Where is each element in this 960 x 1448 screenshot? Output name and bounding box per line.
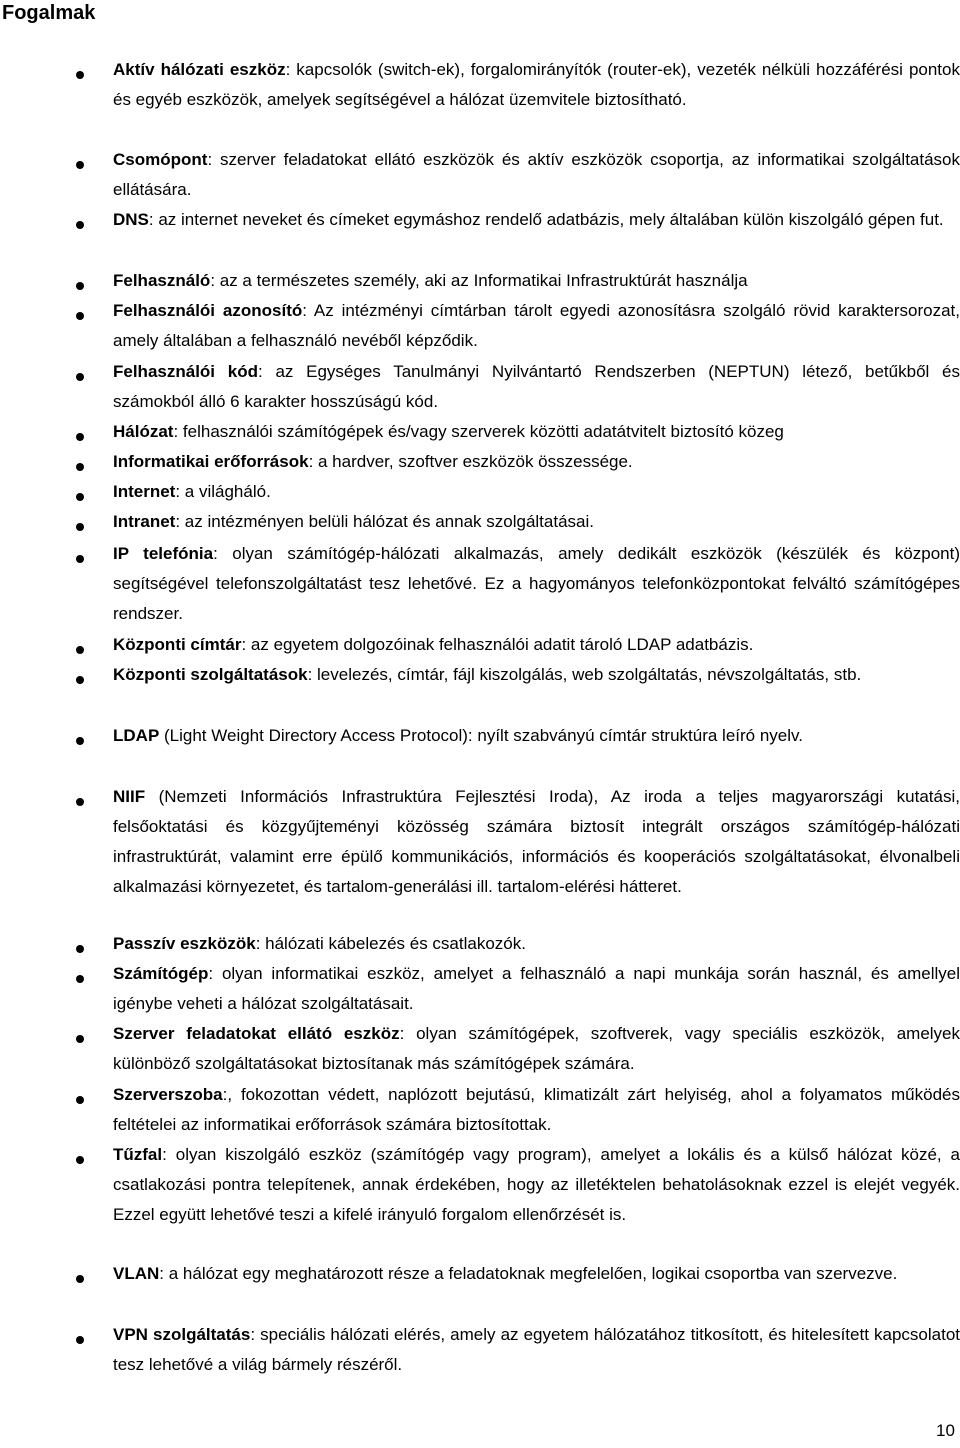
bullet-icon: [76, 798, 84, 806]
glossary-definition: : az intézményen belüli hálózat és annak szolgáltatásai.: [175, 512, 594, 531]
bullet-icon: [76, 373, 84, 381]
glossary-entry-text: [113, 1320, 960, 1380]
glossary-term: Felhasználói kód: [113, 362, 258, 381]
glossary-term: Szerver feladatokat ellátó eszköz: [113, 1024, 400, 1043]
glossary-term: VPN szolgáltatás: [113, 1325, 251, 1344]
glossary-entry-text: [113, 959, 960, 1019]
glossary-entry-text: [113, 1259, 960, 1289]
bullet-icon: [76, 1275, 84, 1283]
glossary-entry-text: [113, 266, 960, 296]
glossary-entry-text: [113, 660, 960, 690]
glossary-definition: : szerver feladatokat ellátó eszközök és aktív eszközök csoportja, az informatikai szolgáltatások ellátására.: [113, 150, 960, 199]
bullet-icon: [76, 493, 84, 501]
bullet-icon: [76, 737, 84, 745]
glossary-definition: : levelezés, címtár, fájl kiszolgálás, web szolgáltatás, névszolgáltatás, stb.: [307, 665, 862, 684]
bullet-icon: [76, 433, 84, 441]
glossary-entry-text: [113, 630, 960, 660]
glossary-entry-text: [113, 296, 960, 356]
glossary-term: LDAP: [113, 726, 160, 745]
glossary-definition: : speciális hálózati elérés, amely az egyetem hálózatához titkosított, és hitelesített kapcsolatot tesz lehetővé a világ bármely részéről.: [113, 1325, 960, 1374]
glossary-definition: : Az intézményi címtárban tárolt egyedi azonosításra szolgáló rövid karaktersorozat, amely általában a felhasználó nevéből képződik.: [113, 301, 960, 350]
glossary-entry-text: [113, 55, 960, 115]
bullet-icon: [76, 945, 84, 953]
bullet-icon: [76, 555, 84, 563]
glossary-entry-text: [113, 1140, 960, 1230]
glossary-definition: : az egyetem dolgozóinak felhasználói adatit tároló LDAP adatbázis.: [241, 635, 754, 654]
glossary-definition: (Nemzeti Információs Infrastruktúra Fejlesztési Iroda), Az iroda a teljes magyarországi kutatási, felsőoktatási és közgyűjteményi közösség számára biztosít integrált országos számítógép-hálózati infrastruktúrát, valamint erre épülő kommunikációs, információs és kooperációs szolgáltatásokat, élvonalbeli alkalmazási környezetet, és tartalom-generálási ill. tartalom-elérési hátteret.: [113, 787, 960, 896]
glossary-term: Passzív eszközök: [113, 934, 256, 953]
glossary-definition: : a világháló.: [175, 482, 271, 501]
glossary-entry-text: [113, 145, 960, 205]
glossary-definition: : olyan számítógépek, szoftverek, vagy speciális eszközök, amelyek különböző szolgáltatásokat biztosítanak más számítógépek számára.: [113, 1024, 960, 1073]
bullet-icon: [76, 221, 84, 229]
bullet-icon: [76, 1096, 84, 1104]
glossary-definition: (Light Weight Directory Access Protocol): nyílt szabványú címtár struktúra leíró nyelv.: [159, 726, 803, 745]
glossary-definition: : az a természetes személy, aki az Informatikai Infrastruktúrát használja: [210, 271, 748, 290]
glossary-entry-text: [113, 357, 960, 417]
glossary-entry-text: [113, 539, 960, 629]
glossary-definition: :, fokozottan védett, naplózott bejutású, klimatizált zárt helyiség, ahol a folyamatos működés feltételei az informatikai erőforrások számára biztosítottak.: [113, 1085, 960, 1134]
glossary-definition: : kapcsolók (switch-ek), forgalomirányítók (router-ek), vezeték nélküli hozzáférési pontok és egyéb eszközök, amelyek segítségével a hálózat üzemvitele biztosítható.: [113, 60, 960, 109]
bullet-icon: [76, 282, 84, 290]
glossary-term: IP telefónia: [113, 544, 214, 563]
glossary-entry-text: [113, 447, 960, 477]
glossary-term: Tűzfal: [113, 1145, 163, 1164]
bullet-icon: [76, 161, 84, 169]
glossary-definition: : a hálózat egy meghatározott része a feladatoknak megfelelően, logikai csoportba van szervezve.: [159, 1264, 898, 1283]
bullet-icon: [76, 312, 84, 320]
glossary-entry-text: [113, 205, 960, 235]
glossary-term: VLAN: [113, 1264, 160, 1283]
glossary-entry-text: [113, 417, 960, 447]
glossary-term: Számítógép: [113, 964, 209, 983]
glossary-term: Felhasználói azonosító: [113, 301, 303, 320]
glossary-term: Intranet: [113, 512, 176, 531]
glossary-term: NIIF: [113, 787, 146, 806]
glossary-entry-text: [113, 507, 960, 537]
glossary-term: Aktív hálózati eszköz: [113, 60, 286, 79]
glossary-term: Informatikai erőforrások: [113, 452, 309, 471]
glossary-term: DNS: [113, 210, 149, 229]
glossary-term: Hálózat: [113, 422, 174, 441]
bullet-icon: [76, 1336, 84, 1344]
glossary-entry-text: [113, 477, 960, 507]
glossary-term: Felhasználó: [113, 271, 211, 290]
glossary-term: Központi címtár: [113, 635, 242, 654]
bullet-icon: [76, 463, 84, 471]
glossary-term: Internet: [113, 482, 176, 501]
glossary-entry-text: [113, 721, 960, 751]
glossary-entry-text: [113, 1019, 960, 1079]
bullet-icon: [76, 646, 84, 654]
glossary-definition: : a hardver, szoftver eszközök összessége.: [308, 452, 633, 471]
bullet-icon: [76, 676, 84, 684]
glossary-definition: : olyan kiszolgáló eszköz (számítógép vagy program), amelyet a lokális és a külső hálózat közé, a csatlakozási pontra telepítenek, annak érdekében, hogy az illetéktelen behatolásoknak ezzel is elejét vegyék. Ezzel együtt lehetővé teszi a kifelé irányuló forgalom ellenőrzését is.: [113, 1145, 960, 1224]
glossary-term: Csomópont: [113, 150, 208, 169]
glossary-term: Szerverszoba: [113, 1085, 223, 1104]
glossary-term: Központi szolgáltatások: [113, 665, 308, 684]
page-title: Fogalmak: [2, 2, 96, 24]
bullet-icon: [76, 1035, 84, 1043]
glossary-entry-text: [113, 929, 960, 959]
glossary-entry-text: [113, 1080, 960, 1140]
bullet-icon: [76, 975, 84, 983]
glossary-entry-text: [113, 782, 960, 902]
glossary-definition: : olyan informatikai eszköz, amelyet a felhasználó a napi munkája során használ, és amellyel igénybe veheti a hálózat szolgáltatásait.: [113, 964, 960, 1013]
page-number: 10: [936, 1421, 955, 1440]
bullet-icon: [76, 71, 84, 79]
bullet-icon: [76, 523, 84, 531]
glossary-definition: : felhasználói számítógépek és/vagy szerverek közötti adatátvitelt biztosító közeg: [173, 422, 784, 441]
glossary-definition: : az Egységes Tanulmányi Nyilvántartó Rendszerben (NEPTUN) létező, betűkből és számokból álló 6 karakter hosszúságú kód.: [113, 362, 960, 411]
bullet-icon: [76, 1156, 84, 1164]
glossary-definition: : olyan számítógép-hálózati alkalmazás, amely dedikált eszközök (készülék és központ) segítségével telefonszolgáltatást tesz lehetővé. Ez a hagyományos telefonközpontokat felváltó számítógépes rendszer.: [113, 544, 960, 623]
glossary-definition: : az internet neveket és címeket egymáshoz rendelő adatbázis, mely általában külön kiszolgáló gépen fut.: [148, 210, 944, 229]
glossary-definition: : hálózati kábelezés és csatlakozók.: [255, 934, 526, 953]
